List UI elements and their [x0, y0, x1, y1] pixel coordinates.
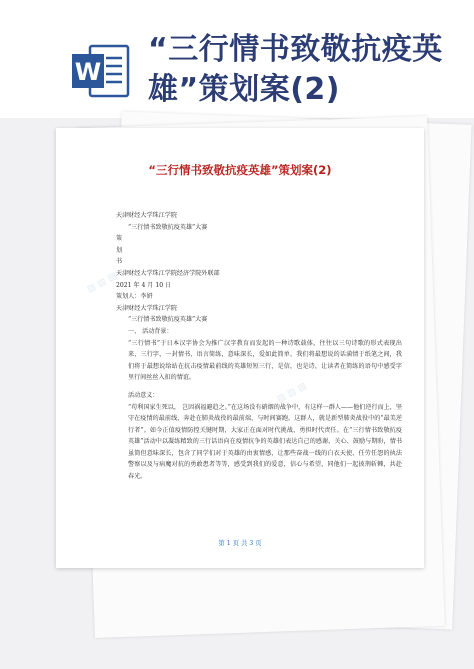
document-title: “三行情书致敬抗疫英雄”策划案(2): [148, 32, 443, 107]
page-heading: “三行情书致敬抗疫英雄”策划案(2): [148, 163, 332, 177]
document-page-preview: [56, 128, 424, 568]
body-line: 划: [116, 246, 123, 254]
background-paragraph: “三行情书”于日本汉字协会为推广汉字教育而发起的一种诗歌载体，往往以三句诗歌的形式表现出来，三行字，一封情书，语言简练，意味深长，爱如此简单，我们将最想说的话満情于纸笔之间，我们将于最想说给站在抗击疫情最前线的英雄短短三行，是信，也是诗，让读者在简练的语句中感受字里行间丝丝入扣的情谊。: [128, 339, 402, 382]
section-heading: 一、 活动背景：: [128, 327, 173, 335]
body-line: 天津财经大学珠江学院: [116, 212, 177, 219]
body-line: “三行情书致敬抗疫英雄”大赛: [128, 316, 208, 324]
body-line: 天津财经大学珠江学院: [116, 304, 177, 312]
page-number: 第 1 页 共 3 页: [218, 540, 262, 547]
body-line: “三行情书致敬抗疫英雄”大赛: [128, 223, 208, 231]
body-line: 策: [116, 235, 123, 243]
word-icon-letter: W: [74, 58, 102, 86]
body-line: 策划人：李妍: [116, 293, 153, 301]
body-line: 书: [116, 258, 123, 266]
body-line: 2021 年 4 月 10 日: [116, 281, 172, 289]
page-body: [116, 210, 402, 483]
significance-paragraph: “苟利国家生死以， 岂因祸福避趋之。”在这场没有硝烟的战争中，有这样一群人——他们逆行而上，坚守在疫情的最前线，奔赴在肺炎战役的最前端，与时间赛跑。这群人，就是新型肺炎战役中的“最美逆行者”。如今正值疫情防控关键时期，大家正在面对时代挑战，勇担时代责任。在“三行情书致敬抗疫英雄”活动中以凝练精致的三行话语向在疫情抗争的英雄们表达自己的感谢、关心、鼓励与期盼，情书虽简但意味深长，包含了同学们对于英雄的由衷情感，让那些奋战一线的白衣天使、任劳任怨的执法警察以及与病魔对抗的勇敢患者等等，感受到我们的爱意，信心与希望，同他们一起披荆斩棘，共赴春光。: [128, 403, 402, 481]
watermark-mark: ▧ ▧ ▧: [85, 271, 119, 295]
header-banner: [0, 0, 474, 118]
section-heading: 活动意义：: [128, 391, 159, 399]
word-document-icon: [70, 40, 132, 102]
body-line: 天津财经大学珠江学院经济学院外联部: [116, 269, 220, 277]
watermark-mark: ▧ ▧ ▧: [275, 381, 309, 405]
